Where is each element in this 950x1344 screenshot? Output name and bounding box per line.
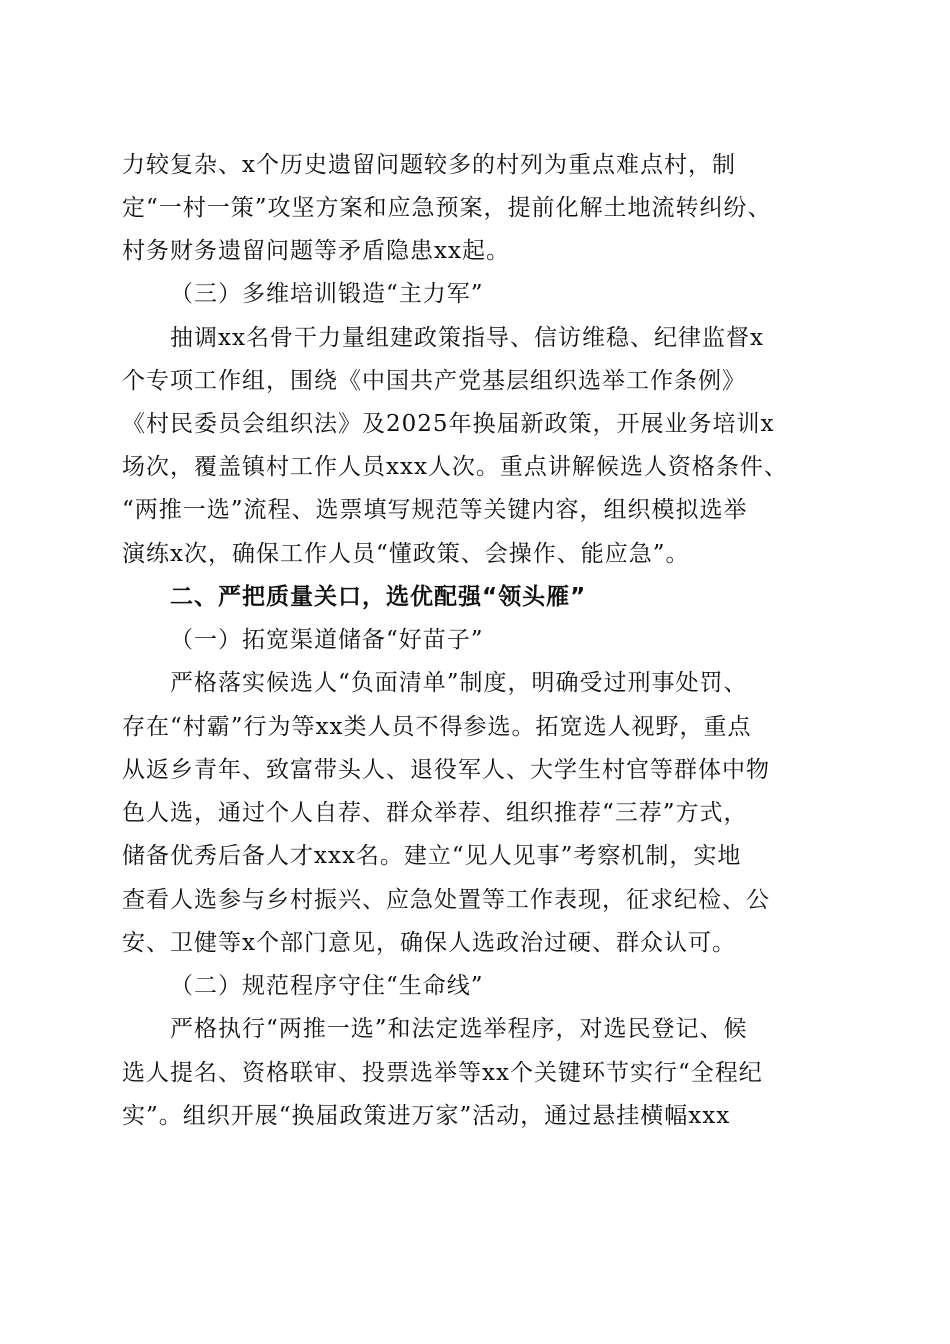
body-line: 查看人选参与乡村振兴、应急处置等工作表现，征求纪检、公 [122,887,770,913]
body-line: 严格落实候选人“负面清单”制度，明确受过刑事处罚、 [170,670,748,696]
body-line: 存在“村霸”行为等xx类人员不得参选。拓宽选人视野，重点 [122,714,752,740]
body-line: 严格执行“两推一选”和法定选举程序，对选民登记、候 [170,1016,748,1042]
section-heading: 二、严把质量关口，选优配强“领头雁” [170,584,587,610]
body-line: 色人选，通过个人自荐、群众举荐、组织推荐“三荐”方式， [122,800,748,826]
body-line: 定“一村一策”攻坚方案和应急预案，提前化解土地流转纠纷、 [122,195,772,221]
body-line: 安、卫健等x个部门意见，确保人选政治过硬、群众认可。 [122,930,736,956]
body-line: 个专项工作组，围绕《中国共产党基层组织选举工作条例》 [122,368,746,394]
subsection-heading: （二）规范程序守住“生命线” [170,973,484,999]
subsection-heading: （一）拓宽渠道储备“好苗子” [170,627,484,653]
body-line: 《村民委员会组织法》及2025年换届新政策，开展业务培训x [122,411,775,437]
body-line: 储备优秀后备人才xxx名。建立“见人见事”考察机制，实地 [122,843,742,869]
subsection-heading: （三）多维培训锻造“主力军” [170,281,484,307]
body-line: 选人提名、资格联审、投票选举等xx个关键环节实行“全程纪 [122,1060,763,1086]
body-line: 演练x次，确保工作人员“懂政策、会操作、能应急”。 [122,541,690,567]
body-line: 力较复杂、x个历史遗留问题较多的村列为重点难点村，制 [122,152,736,178]
body-line: 从返乡青年、致富带头人、退役军人、大学生村官等群体中物 [122,757,770,783]
body-line: 抽调xx名骨干力量组建政策指导、信访维稳、纪律监督x [170,325,764,351]
body-line: 场次，覆盖镇村工作人员xxx人次。重点讲解候选人资格条件、 [122,454,788,480]
body-line: 村务财务遗留问题等矛盾隐患xx起。 [122,238,510,264]
body-line: “两推一选”流程、选票填写规范等关键内容，组织模拟选举 [122,497,748,523]
body-line: 实”。组织开展“换届政策进万家”活动，通过悬挂横幅xxx [122,1103,731,1129]
